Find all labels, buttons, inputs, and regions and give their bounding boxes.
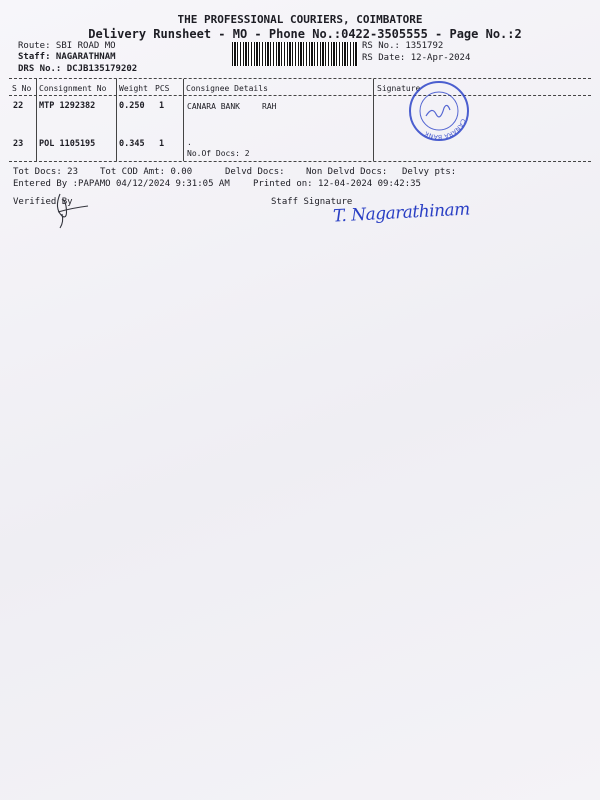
row-consignee: . [187, 138, 192, 147]
verifier-signature [52, 190, 94, 230]
tot-docs: Tot Docs: 23 [13, 167, 79, 177]
row-consignee: CANARA BANK [187, 102, 240, 111]
entered-by: Entered By :PAPAMO 04/12/2024 9:31:05 AM [13, 179, 230, 189]
header-signature: Signature [377, 84, 421, 93]
company-title: THE PROFESSIONAL COURIERS, COIMBATORE [177, 13, 423, 26]
table-header-rule [9, 95, 591, 96]
staff-text: Staff: NAGARATHNAM [18, 52, 116, 62]
non-delvd-docs: Non Delvd Docs: [306, 167, 388, 177]
header-consignee: Consignee Details [186, 84, 268, 93]
col-divider [183, 79, 184, 161]
row-consignment: POL 1105195 [39, 139, 96, 149]
delvy-pts: Delvy pts: [402, 167, 457, 177]
stamp-text: CANARA BANK [423, 117, 467, 141]
col-divider [373, 79, 374, 161]
row-sno: 23 [13, 139, 24, 149]
staff-signature: T. Nagarathinam [332, 199, 471, 227]
staff-signature-label: Staff Signature [271, 197, 353, 207]
rs-number: RS No.: 1351792 [362, 41, 444, 51]
row-consignment: MTP 1292382 [39, 101, 96, 111]
table-bottom-rule [9, 161, 591, 162]
row-sno: 22 [13, 101, 24, 111]
row-consignee-extra: RAH [262, 102, 277, 111]
printed-on: Printed on: 12-04-2024 09:42:35 [253, 179, 421, 189]
delvd-docs: Delvd Docs: [225, 167, 285, 177]
header-sno: S No [12, 84, 32, 93]
row-pcs: 1 [159, 101, 165, 111]
row-weight: 0.250 [119, 101, 145, 111]
verified-by-label: Verified By [13, 197, 73, 207]
header-pcs: PCS [155, 84, 170, 93]
rs-date: RS Date: 12-Apr-2024 [362, 53, 471, 63]
no-of-docs: No.Of Docs: 2 [187, 149, 250, 158]
drs-number: DRS No.: DCJB135179202 [18, 64, 138, 74]
tot-cod-amt: Tot COD Amt: 0.00 [100, 167, 193, 177]
bank-stamp [408, 80, 470, 142]
route-text: Route: SBI ROAD MO [18, 41, 116, 51]
barcode [232, 42, 358, 66]
table-top-rule [9, 78, 591, 79]
header-consignment: Consignment No [39, 84, 107, 93]
col-divider [36, 79, 37, 161]
col-divider [116, 79, 117, 161]
row-weight: 0.345 [119, 139, 145, 149]
runsheet-title: Delivery Runsheet - MO - Phone No.:0422-3505555 - Page No.:2 [88, 27, 522, 41]
header-weight: Weight [119, 84, 148, 93]
row-pcs: 1 [159, 139, 165, 149]
